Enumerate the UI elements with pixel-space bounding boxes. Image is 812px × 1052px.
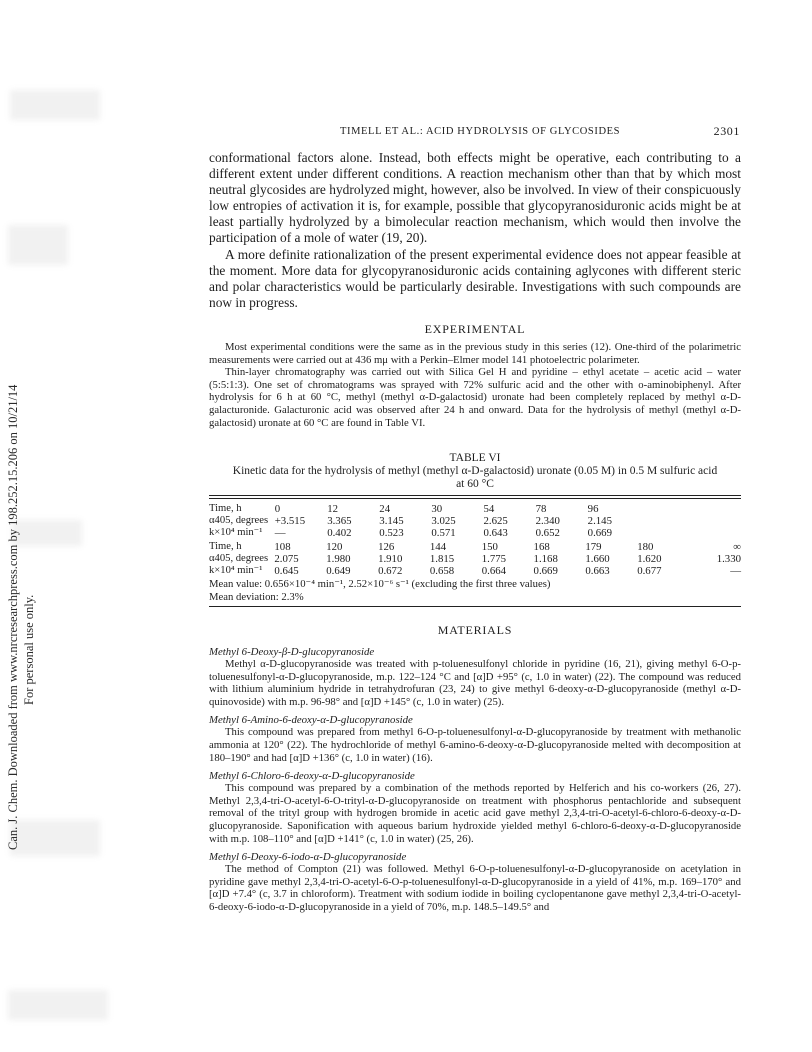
table-cell: 0.677 [637, 565, 662, 577]
table-cell: ∞ [733, 541, 741, 553]
materials-section [209, 623, 741, 914]
table-vi [209, 452, 741, 607]
table-cell: 0.523 [379, 527, 404, 539]
materials-section-1 [209, 646, 741, 708]
table-mean-value: Mean value: 0.656×10⁻⁴ min⁻¹, 2.52×10⁻⁶ s⁻¹ (excluding the first three values) [209, 578, 551, 590]
download-watermark [4, 200, 34, 850]
table-cell [640, 503, 691, 515]
table-cell: 30 [431, 503, 443, 515]
row-label: α405, degrees [209, 553, 269, 564]
table-cell: 179 [585, 541, 602, 553]
table-row [209, 553, 741, 565]
materials-section-2 [209, 714, 741, 764]
table-row [209, 515, 741, 527]
row-label: k×10⁴ min⁻¹ [209, 527, 263, 538]
table-cell: 0.645 [274, 565, 299, 577]
table-cell: 24 [379, 503, 391, 515]
table-bottom-rule [209, 606, 741, 607]
materials-paragraph: Methyl α-D-glucopyranoside was treated with p-toluenesulfonyl chloride in pyridine (16, 21), giving methyl 6-O-p-toluenesulfonyl-α-D-glucopyranoside, m.p. 122–124 °C and [α]D +95° (c, 1.0 in water) (22). The compound was reduced with lithium aluminium hydride in tetrahydrofuran (23, 24) to give methyl 6-deoxy-α-D-glucopyranoside (methyl α-D-quinovoside) with m.p. 96-98° and [α]D +145° (c, 1.0 in water) (25). [209, 658, 741, 708]
table-cell: 120 [326, 541, 343, 553]
table-cell: 3.145 [379, 515, 404, 527]
materials-paragraph: This compound was prepared by a combination of the methods reported by Helferich and his co-workers (26, 27). Methyl 2,3,4-tri-O-acetyl-6-O-trityl-α-D-glucopyranoside on treatment with phosphorus pentachloride and subsequent removal of the trityl group with hydrogen bromide in acetic acid gave methyl 2,3,4-tri-O-acetyl-6-chloro-6-deoxy-α-D-glucopyranoside. Saponification with aqueous barium hydroxide yielded methyl 6-chloro-6-deoxy-α-D-glucopyranoside with m.p. 108–110° and [α]D +141° (c, 1.0 in water) (25, 26). [209, 782, 741, 845]
materials-subheading: Methyl 6-Deoxy-6-iodo-α-D-glucopyranoside [209, 851, 407, 864]
table-top-rule-2 [209, 498, 741, 499]
table-cell: 78 [535, 503, 547, 515]
table-cell: 168 [533, 541, 550, 553]
table-cell: 0.672 [378, 565, 403, 577]
table-cell [690, 515, 741, 527]
table-cell: 0.658 [429, 565, 455, 577]
table-cell: 108 [274, 541, 291, 553]
materials-subheading: Methyl 6-Amino-6-deoxy-α-D-glucopyranoside [209, 714, 413, 727]
table-cell: 0.664 [481, 565, 507, 577]
table-label: TABLE VI [449, 452, 501, 464]
table-cell: 2.075 [274, 553, 299, 565]
table-cell: +3.515 [274, 515, 306, 527]
table-cell: 2.145 [587, 515, 612, 527]
table-cell: 0.402 [327, 527, 352, 539]
table-cell: 0.643 [483, 527, 508, 539]
experimental-heading: EXPERIMENTAL [424, 322, 526, 336]
table-cell: 1.168 [533, 553, 558, 565]
materials-section-4 [209, 851, 741, 913]
table-cell [690, 527, 741, 539]
table-block-2 [209, 541, 741, 577]
table-cell [640, 527, 691, 539]
materials-heading: MATERIALS [437, 623, 513, 637]
table-top-rule [209, 495, 741, 496]
table-cell: — [730, 565, 741, 577]
table-caption-line-1: Kinetic data for the hydrolysis of methyl (methyl α-D-galactosid) uronate (0.05 M) in 0.5 M sulfuric acid [232, 465, 718, 477]
watermark-line-1: Can. J. Chem. Downloaded from www.nrcresearchpress.com by 198.252.15.206 on 10/21/14 [6, 384, 20, 850]
table-cell: 2.340 [535, 515, 560, 527]
table-cell: 3.025 [431, 515, 456, 527]
table-row [209, 565, 741, 577]
table-mean-deviation: Mean deviation: 2.3% [209, 590, 304, 603]
table-cell: — [274, 527, 286, 539]
scan-smudge [10, 90, 100, 120]
scan-smudge [8, 990, 108, 1020]
table-cell [640, 515, 691, 527]
row-label: k×10⁴ min⁻¹ [209, 565, 263, 576]
table-cell: 0.649 [326, 565, 351, 577]
intro-section [209, 150, 741, 311]
table-cell: 0.669 [533, 565, 558, 577]
row-label: Time, h [209, 503, 242, 514]
table-caption-line-2: at 60 °C [456, 478, 494, 490]
page-number: 2301 [713, 124, 740, 138]
table-cell: 1.980 [326, 553, 351, 565]
table-cell: 0.571 [431, 527, 456, 539]
table-cell: 150 [481, 541, 498, 553]
table-cell: 54 [483, 503, 495, 515]
intro-paragraph-2: A more definite rationalization of the present experimental evidence does not appear feasible at the moment. More data for glycopyranosiduronic acids containing aglycones with different steric and polar characteristics would be particularly desirable. Investigations with such compounds are now in progress. [209, 246, 741, 310]
table-cell: 126 [378, 541, 395, 553]
table-cell: 144 [429, 541, 447, 553]
experimental-section [209, 322, 741, 429]
experimental-paragraph-2: Thin-layer chromatography was carried out with Silica Gel H and pyridine – ethyl acetate – acetic acid – water (5:5:1:3). One set of chromatograms was sprayed with 72% sulfuric acid and the other with o-aminobiphenyl. After hydrolysis for 6 h at 60 °C, methyl (methyl α-D-galactosid) uronate had been completely replaced by methyl α-D-galacturonide. Galacturonic acid was observed after 24 h and onward. Data for the hydrolysis of methyl (methyl α-D-galactosid) uronate at 60 °C are found in Table VI. [209, 366, 741, 429]
table-cell: 180 [637, 541, 654, 553]
table-cell: 0.663 [585, 565, 610, 577]
running-title: TIMELL ET AL.: ACID HYDROLYSIS OF GLYCOSIDES [340, 126, 621, 137]
materials-subheading: Methyl 6-Deoxy-β-D-glucopyranoside [209, 646, 375, 658]
table-row [209, 541, 741, 553]
table-cell: 1.330 [716, 553, 741, 565]
table-row [209, 527, 741, 539]
row-label: Time, h [209, 541, 242, 552]
table-cell: 1.775 [481, 553, 507, 565]
table-cell [690, 503, 741, 515]
table-row [209, 503, 741, 515]
table-cell: 1.620 [637, 553, 662, 565]
running-header [340, 124, 740, 140]
table-cell: 1.660 [585, 553, 610, 565]
materials-paragraph: This compound was prepared from methyl 6-O-p-toluenesulfonyl-α-D-glucopyranoside by treatment with methanolic ammonia at 120° (22). The hydrochloride of methyl 6-amino-6-deoxy-α-D-glucopyranoside melted with decomposition at 180–190° and had [α]D +136° (c, 1.0 in water) (16). [209, 726, 741, 764]
intro-paragraph-1: conformational factors alone. Instead, both effects might be operative, each contributing to a different extent under different conditions. A reaction mechanism other than that by which most neutral glycosides are hydrolyzed might, however, also be involved. In view of their conspicuously low entropies of activation it is, for example, possible that glycopyranosiduronic acids might be at least partially hydrolyzed by a bimolecular reaction mechanism, which would then involve the participation of a mole of water (19, 20). [209, 150, 741, 246]
table-cell: 96 [587, 503, 599, 515]
table-cell: 0.652 [535, 527, 560, 539]
table-cell: 12 [327, 503, 338, 515]
materials-section-3 [209, 770, 741, 845]
watermark-line-2: For personal use only. [22, 594, 36, 705]
table-cell: 3.365 [327, 515, 352, 527]
experimental-paragraph-1: Most experimental conditions were the same as in the previous study in this series (12). One-third of the polarimetric measurements were carried out at 436 mμ with a Perkin–Elmer model 141 photoelectric polarimeter. [209, 341, 741, 366]
materials-subheading: Methyl 6-Chloro-6-deoxy-α-D-glucopyranoside [209, 770, 415, 783]
table-cell: 2.625 [483, 515, 508, 527]
table-cell: 0.669 [587, 527, 612, 539]
table-cell: 1.815 [429, 553, 455, 565]
table-cell: 1.910 [378, 553, 403, 565]
row-label: α405, degrees [209, 515, 269, 526]
table-block-1 [209, 503, 741, 539]
materials-paragraph: The method of Compton (21) was followed. Methyl 6-O-p-toluenesulfonyl-α-D-glucopyranoside on acetylation in pyridine gave methyl 2,3,4-tri-O-acetyl-6-O-p-toluenesulfonyl-α-D-glucopyranoside in a yield of 41%, m.p. 169–170° and [α]D +7.4° (c, 3.7 in chloroform). Treatment with sodium iodide in boiling cyclopentanone gave methyl 2,3,4-tri-O-acetyl-6-deoxy-6-iodo-α-D-glucopyranoside in a yield of 70%, m.p. 148.5–149.5° and [209, 863, 741, 913]
table-cell: 0 [274, 503, 281, 515]
